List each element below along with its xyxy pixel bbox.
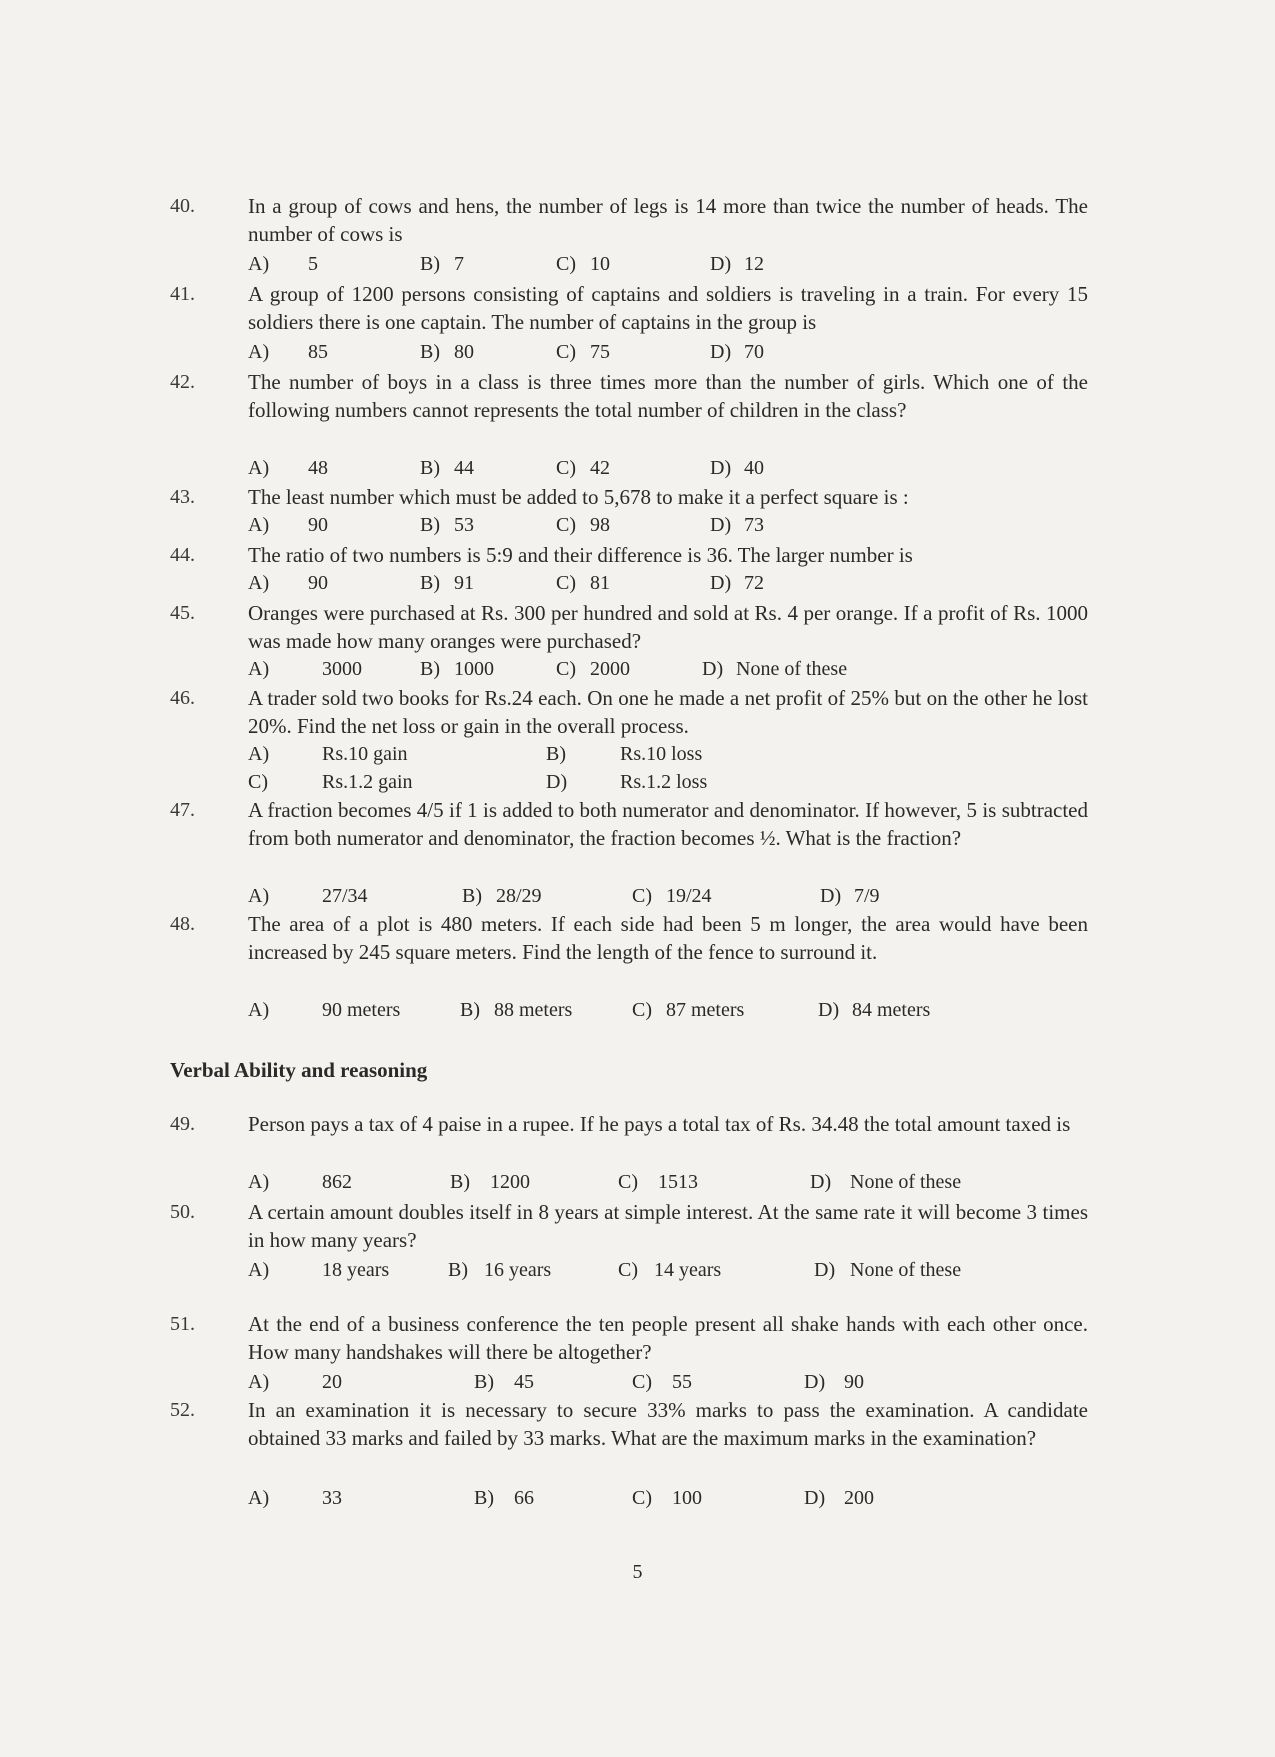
question-number: 42. — [170, 371, 195, 393]
option-c: C) 10 — [556, 253, 610, 275]
option-d: D) 72 — [710, 572, 764, 594]
question-text: The least number which must be added to 5,678 to make it a perfect square is : — [248, 485, 909, 509]
option-b: B) 1200 — [450, 1171, 530, 1193]
option-c: C) 75 — [556, 341, 610, 363]
question-text: A certain amount doubles itself in 8 years at simple interest. At the same rate it will become 3 times in how many years? — [248, 1200, 1088, 1252]
option-a: A) 5 — [248, 253, 318, 275]
options-row — [248, 511, 1088, 539]
question-text: Person pays a tax of 4 paise in a rupee. If he pays a total tax of Rs. 34.48 the total amount taxed is — [248, 1112, 1071, 1136]
option-a: A) 90 — [248, 572, 328, 594]
option-d: D) 73 — [710, 514, 764, 536]
option-b: B) 7 — [420, 253, 464, 275]
question-number: 51. — [170, 1313, 195, 1335]
option-c: C) 42 — [556, 457, 610, 479]
options-row — [248, 740, 1088, 768]
option-c: C) 100 — [632, 1487, 702, 1509]
option-a: A) Rs.10 gain — [248, 743, 408, 765]
question-text: The ratio of two numbers is 5:9 and their difference is 36. The larger number is — [248, 543, 913, 567]
question-number: 52. — [170, 1399, 195, 1421]
option-d: D) None of these — [810, 1171, 962, 1193]
option-a: A) 85 — [248, 341, 328, 363]
options-row — [248, 768, 1088, 796]
question-text: In a group of cows and hens, the number of legs is 14 more than twice the number of heads. The number of cows is — [248, 194, 1088, 246]
question-number: 49. — [170, 1113, 195, 1135]
question-text: The number of boys in a class is three times more than the number of girls. Which one of the following numbers cannot represents the total number of children in the class? — [248, 370, 1088, 422]
option-d: D) 84 meters — [818, 999, 931, 1021]
question-text: At the end of a business conference the ten people present all shake hands with each other once. How many handshakes will there be altogether? — [248, 1312, 1088, 1364]
question-text: Oranges were purchased at Rs. 300 per hundred and sold at Rs. 4 per orange. If a profit of Rs. 1000 was made how many oranges were purchased? — [248, 601, 1088, 653]
option-d: D) 40 — [710, 457, 764, 479]
options-row — [248, 996, 1088, 1024]
option-c: C) 14 years — [618, 1259, 722, 1281]
option-c: C) 19/24 — [632, 885, 712, 907]
question-text: A trader sold two books for Rs.24 each. On one he made a net profit of 25% but on the other he lost 20%. Find the net loss or gain in the overall process. — [248, 686, 1088, 738]
option-b: B) 66 — [474, 1487, 534, 1509]
option-c: C) Rs.1.2 gain — [248, 771, 413, 793]
option-d: D) 7/9 — [820, 885, 880, 907]
option-b: B) 88 meters — [460, 999, 573, 1021]
option-b: B) 53 — [420, 514, 474, 536]
question-number: 43. — [170, 486, 195, 508]
options-row — [248, 655, 1088, 683]
question-number: 40. — [170, 195, 195, 217]
option-c: C) 98 — [556, 514, 610, 536]
option-a: A) 48 — [248, 457, 328, 479]
option-b: B) 45 — [474, 1371, 534, 1393]
option-d: D) 12 — [710, 253, 764, 275]
option-a: A) 90 meters — [248, 999, 401, 1021]
question-number: 44. — [170, 544, 195, 566]
question-number: 46. — [170, 687, 195, 709]
question-number: 48. — [170, 913, 195, 935]
option-a: A) 27/34 — [248, 885, 368, 907]
option-c: C) 81 — [556, 572, 610, 594]
option-d: D) 200 — [804, 1487, 874, 1509]
option-a: A) 862 — [248, 1171, 352, 1193]
options-row — [248, 1256, 1088, 1284]
options-row — [248, 882, 1088, 910]
question-number: 47. — [170, 799, 195, 821]
option-c: C) 2000 — [556, 658, 630, 680]
option-a: A) 20 — [248, 1371, 342, 1393]
option-c: C) 55 — [632, 1371, 692, 1393]
question-number: 41. — [170, 283, 195, 305]
option-d: D) None of these — [702, 658, 848, 680]
option-a: A) 3000 — [248, 658, 362, 680]
options-row — [248, 250, 1088, 278]
option-b: B) 91 — [420, 572, 474, 594]
option-b: B) 1000 — [420, 658, 494, 680]
option-d: D) Rs.1.2 loss — [546, 771, 708, 793]
option-a: A) 18 years — [248, 1259, 390, 1281]
option-c: C) 87 meters — [632, 999, 745, 1021]
question-text: A group of 1200 persons consisting of captains and soldiers is traveling in a train. For every 15 soldiers there is one captain. The number of captains in the group is — [248, 282, 1088, 334]
option-b: B) 28/29 — [462, 885, 542, 907]
option-b: B) 80 — [420, 341, 474, 363]
section-heading: Verbal Ability and reasoning — [170, 1058, 428, 1082]
option-a: A) 33 — [248, 1487, 342, 1509]
options-row — [248, 338, 1088, 366]
option-a: A) 90 — [248, 514, 328, 536]
option-d: D) 90 — [804, 1371, 864, 1393]
options-row — [248, 1168, 1088, 1196]
option-d: D) None of these — [814, 1259, 962, 1281]
options-row — [248, 569, 1088, 597]
options-row — [248, 1484, 1088, 1512]
option-c: C) 1513 — [618, 1171, 698, 1193]
question-text: In an examination it is necessary to secure 33% marks to pass the examination. A candidate obtained 33 marks and failed by 33 marks. What are the maximum marks in the examination? — [248, 1398, 1088, 1450]
question-number: 45. — [170, 602, 195, 624]
option-b: B) 44 — [420, 457, 474, 479]
question-text: The area of a plot is 480 meters. If each side had been 5 m longer, the area would have been increased by 245 square meters. Find the length of the fence to surround it. — [248, 912, 1088, 964]
options-row — [248, 1368, 1088, 1396]
options-row — [248, 454, 1088, 482]
option-d: D) 70 — [710, 341, 764, 363]
question-number: 50. — [170, 1201, 195, 1223]
option-b: B) 16 years — [448, 1259, 552, 1281]
question-text: A fraction becomes 4/5 if 1 is added to both numerator and denominator. If however, 5 is subtracted from both numerator and denominator, the fraction becomes ½. What is the fraction? — [248, 798, 1088, 850]
option-b: B) Rs.10 loss — [546, 743, 703, 765]
page-number: 5 — [632, 1561, 643, 1583]
